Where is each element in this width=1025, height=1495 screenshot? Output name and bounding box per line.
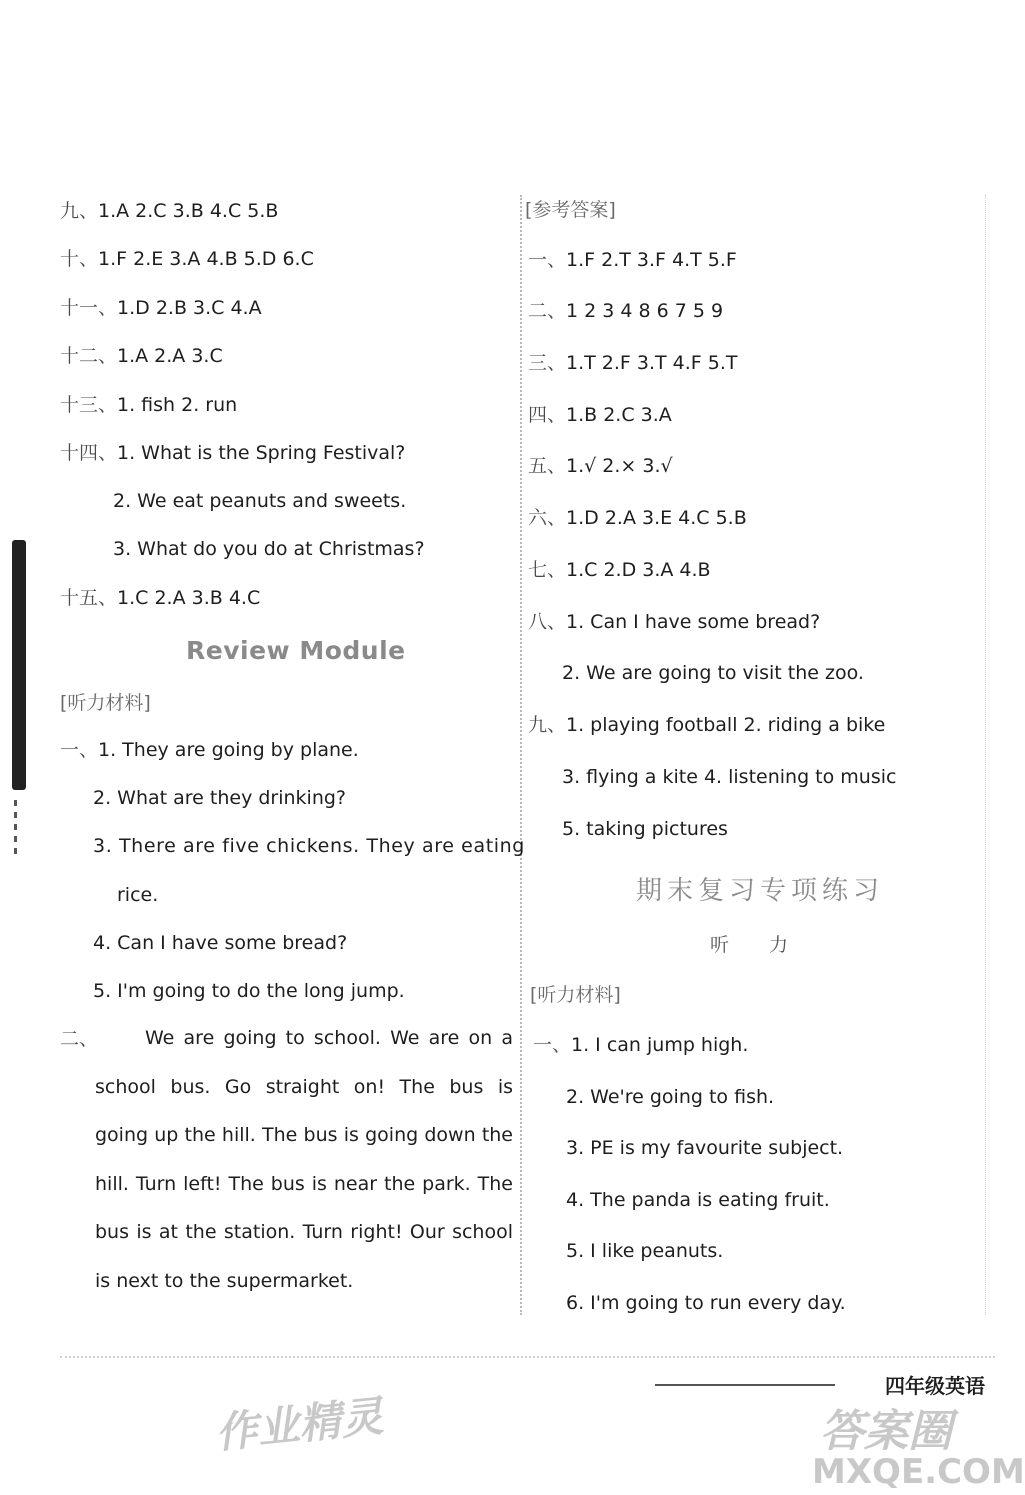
answer-line-14: 十四、1. What is the Spring Festival? <box>60 442 406 464</box>
listening-item: 2. We're going to fish. <box>566 1086 775 1108</box>
listening-item: 3. PE is my favourite subject. <box>566 1137 844 1159</box>
listening-subheading: 听力 <box>710 934 829 956</box>
listening-item: 4. The panda is eating fruit. <box>566 1189 830 1211</box>
answer-line-11: 十一、1.D 2.B 3.C 4.A <box>60 297 262 319</box>
watermark-logo: 答案圈 <box>820 1406 952 1457</box>
section-2-number: 二、 <box>60 1028 99 1050</box>
answer-line-1: 一、1.F 2.T 3.F 4.T 5.F <box>528 249 737 271</box>
answer-line-8: 八、1. Can I have some bread? <box>528 611 821 633</box>
column-divider <box>520 195 522 1315</box>
answer-line-2: 二、1 2 3 4 8 6 7 5 9 <box>528 300 724 322</box>
answer-line-9: 九、1. playing football 2. riding a bike <box>528 714 886 736</box>
answer-line-6: 六、1.D 2.A 3.E 4.C 5.B <box>528 507 747 529</box>
section-2-passage: We are going to school. We are on a school bus. Go straight on! The bus is going up the hill. The bus is going down the hill. Turn left! The bus is near the park. The bus is at the station. Turn right! Our school is next to the supermarket. <box>95 1027 513 1292</box>
footer-label: 四年级英语 <box>885 1374 985 1398</box>
listening-label: [听力材料] <box>60 692 151 714</box>
answer-line-9: 九、1.A 2.C 3.B 4.C 5.B <box>60 200 279 222</box>
listening-item: 3. There are five chickens. They are eating <box>93 835 525 857</box>
listening-item: 5. I like peanuts. <box>566 1240 724 1262</box>
binding-shadow <box>12 540 26 790</box>
watermark-url: MXQE.COM <box>812 1452 1025 1492</box>
answer-line-5: 五、1.√ 2.× 3.√ <box>528 455 673 477</box>
listening-item: 5. I'm going to do the long jump. <box>93 980 405 1002</box>
listening-item: 4. Can I have some bread? <box>93 932 348 954</box>
final-review-heading: 期末复习专项练习 <box>636 876 885 906</box>
listening-item: rice. <box>117 884 159 906</box>
listening-label-right: [听力材料] <box>530 984 621 1006</box>
answer-line-15: 十五、1.C 2.A 3.B 4.C <box>60 587 261 609</box>
answer-line-13: 十三、1. fish 2. run <box>60 394 238 416</box>
listening-item: 2. What are they drinking? <box>93 787 347 809</box>
answer-line-4: 四、1.B 2.C 3.A <box>528 404 672 426</box>
answer-line-9-2: 3. flying a kite 4. listening to music <box>562 766 897 788</box>
answer-line-12: 十二、1.A 2.A 3.C <box>60 345 223 367</box>
footer-rule <box>655 1384 835 1386</box>
listening-item: 6. I'm going to run every day. <box>566 1292 846 1314</box>
bottom-dotted-rule <box>60 1356 995 1358</box>
answer-line-14-3: 3. What do you do at Christmas? <box>113 538 425 560</box>
answer-line-8-2: 2. We are going to visit the zoo. <box>562 662 864 684</box>
binding-marks <box>14 800 17 860</box>
answer-line-7: 七、1.C 2.D 3.A 4.B <box>528 559 711 581</box>
listening-item: 一、1. I can jump high. <box>533 1034 749 1056</box>
watermark-logo: 作业精灵 <box>213 1391 386 1458</box>
answer-line-14-2: 2. We eat peanuts and sweets. <box>113 490 407 512</box>
answer-line-9-3: 5. taking pictures <box>562 818 728 840</box>
answer-line-10: 十、1.F 2.E 3.A 4.B 5.D 6.C <box>60 248 314 270</box>
listening-item: 一、1. They are going by plane. <box>60 739 359 761</box>
review-module-heading: Review Module <box>186 636 406 665</box>
answer-line-3: 三、1.T 2.F 3.T 4.F 5.T <box>528 352 738 374</box>
reference-answers-label: [参考答案] <box>525 199 616 221</box>
page-edge-line <box>985 195 986 1315</box>
